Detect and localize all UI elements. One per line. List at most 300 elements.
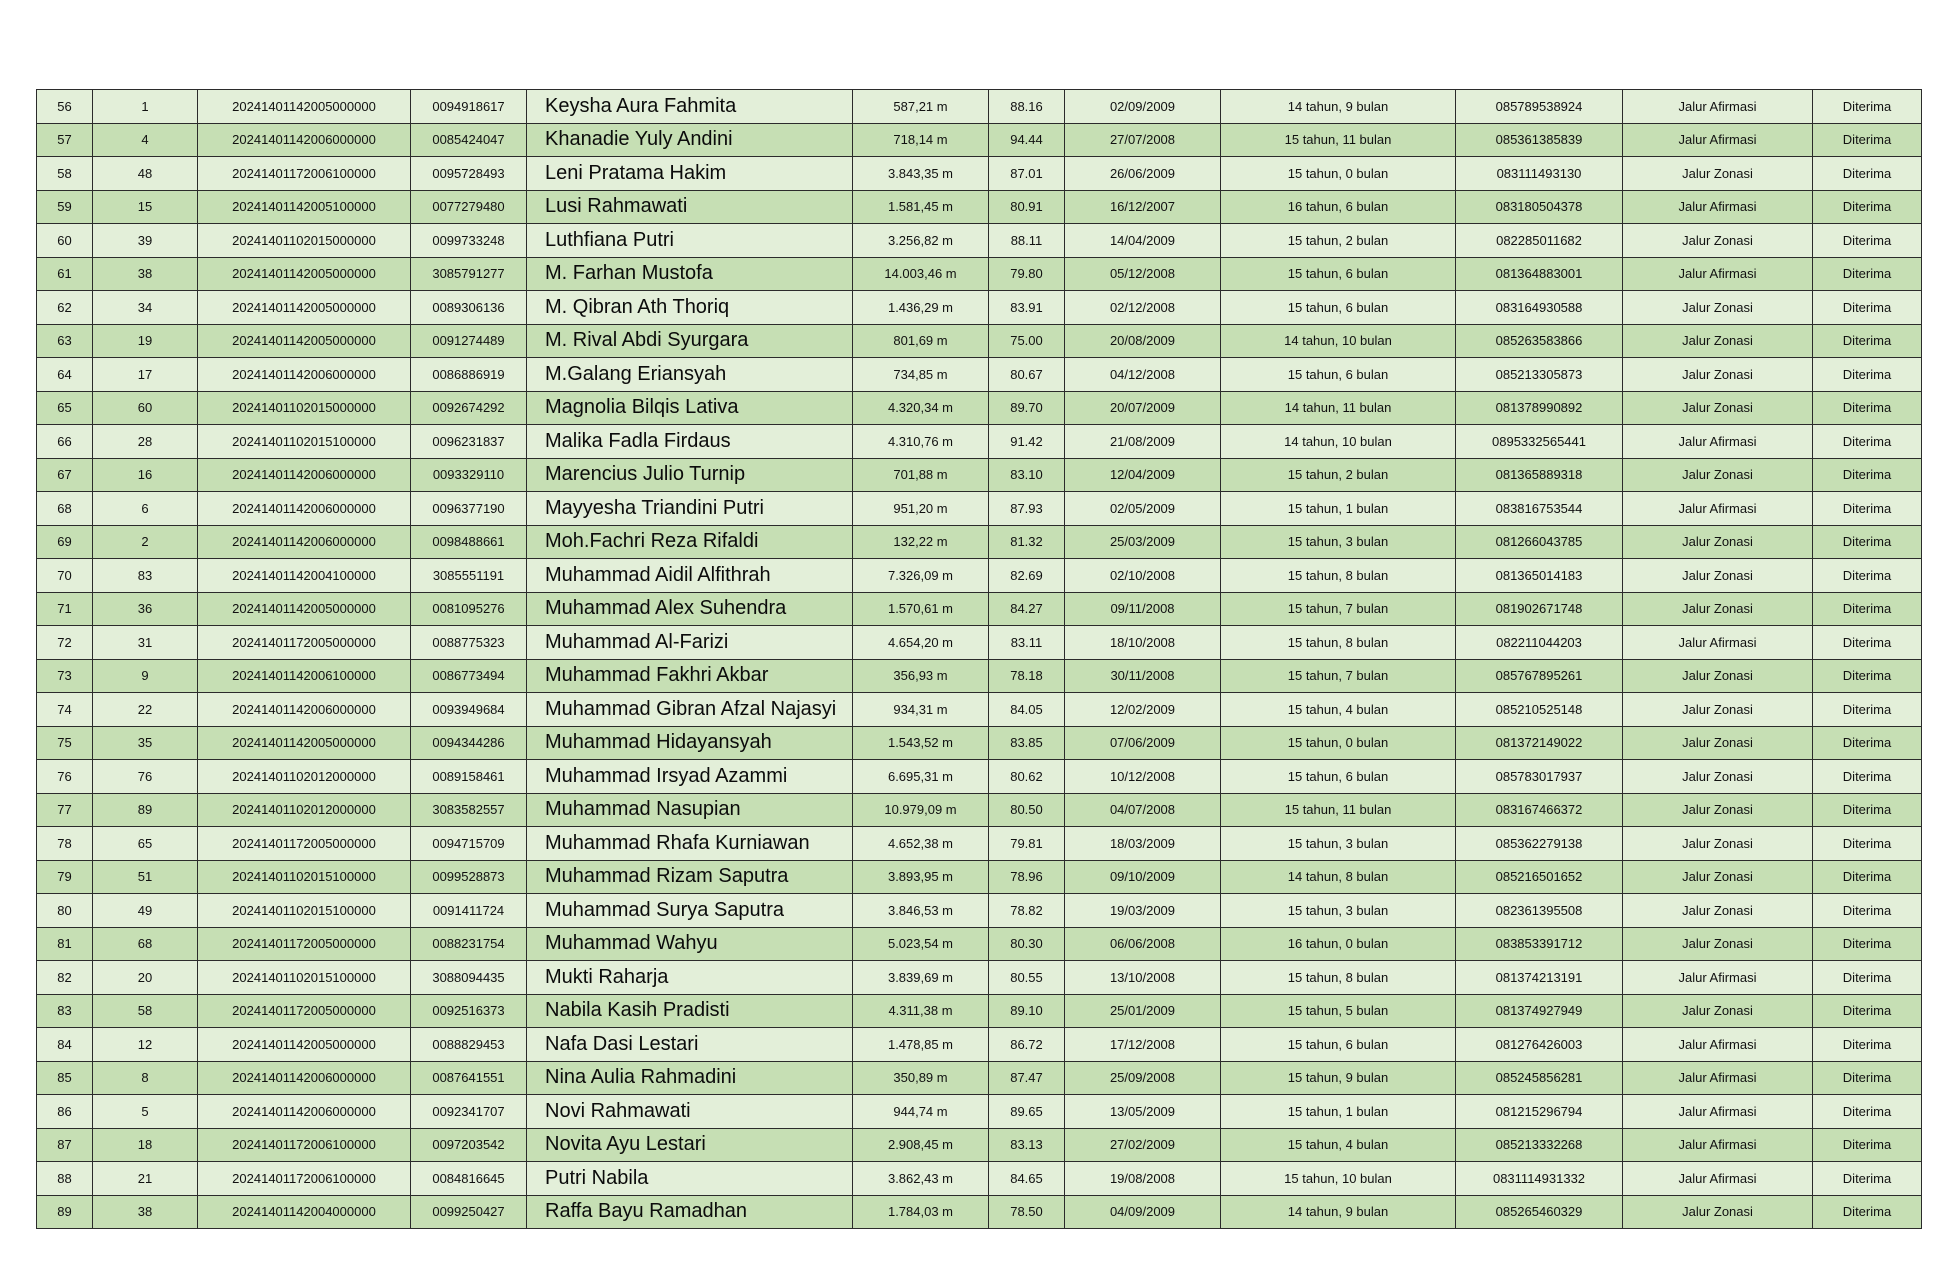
cell-phone: 085362279138 <box>1456 827 1623 861</box>
cell-distance: 5.023,54 m <box>853 927 989 961</box>
table-row <box>37 726 1922 760</box>
cell-birth-date: 13/05/2009 <box>1065 1095 1221 1129</box>
cell-row-number: 66 <box>37 425 93 459</box>
table-row <box>37 190 1922 224</box>
cell-distance: 1.581,45 m <box>853 190 989 224</box>
cell-birth-date: 06/06/2008 <box>1065 927 1221 961</box>
cell-distance: 1.478,85 m <box>853 1028 989 1062</box>
cell-nisn: 3088094435 <box>411 961 527 995</box>
cell-nisn: 0094715709 <box>411 827 527 861</box>
cell-admission-route: Jalur Zonasi <box>1623 927 1813 961</box>
cell-status: Diterima <box>1813 659 1922 693</box>
cell-row-number: 83 <box>37 994 93 1028</box>
cell-row-number: 60 <box>37 224 93 258</box>
cell-score: 80.30 <box>989 927 1065 961</box>
cell-status: Diterima <box>1813 458 1922 492</box>
cell-distance: 7.326,09 m <box>853 559 989 593</box>
cell-admission-route: Jalur Afirmasi <box>1623 1095 1813 1129</box>
cell-score: 82.69 <box>989 559 1065 593</box>
cell-rank: 20 <box>93 961 198 995</box>
cell-phone: 085216501652 <box>1456 860 1623 894</box>
table-row <box>37 793 1922 827</box>
cell-registration-number: 20241401142006000000 <box>198 123 411 157</box>
cell-registration-number: 20241401172005000000 <box>198 827 411 861</box>
cell-birth-date: 20/08/2009 <box>1065 324 1221 358</box>
table-row <box>37 626 1922 660</box>
cell-status: Diterima <box>1813 1028 1922 1062</box>
cell-registration-number: 20241401102015100000 <box>198 894 411 928</box>
cell-nisn: 0088775323 <box>411 626 527 660</box>
cell-row-number: 57 <box>37 123 93 157</box>
cell-student-name: Moh.Fachri Reza Rifaldi <box>527 525 853 559</box>
cell-phone: 082361395508 <box>1456 894 1623 928</box>
cell-status: Diterima <box>1813 927 1922 961</box>
cell-distance: 3.862,43 m <box>853 1162 989 1196</box>
cell-student-name: Raffa Bayu Ramadhan <box>527 1195 853 1229</box>
cell-nisn: 3085551191 <box>411 559 527 593</box>
cell-score: 78.96 <box>989 860 1065 894</box>
cell-phone: 085213332268 <box>1456 1128 1623 1162</box>
cell-score: 88.11 <box>989 224 1065 258</box>
cell-age: 14 tahun, 10 bulan <box>1221 425 1456 459</box>
cell-row-number: 81 <box>37 927 93 961</box>
cell-rank: 48 <box>93 157 198 191</box>
cell-nisn: 0091411724 <box>411 894 527 928</box>
cell-age: 15 tahun, 0 bulan <box>1221 726 1456 760</box>
cell-age: 15 tahun, 5 bulan <box>1221 994 1456 1028</box>
cell-status: Diterima <box>1813 391 1922 425</box>
cell-admission-route: Jalur Zonasi <box>1623 793 1813 827</box>
cell-student-name: Muhammad Rhafa Kurniawan <box>527 827 853 861</box>
cell-nisn: 0091274489 <box>411 324 527 358</box>
cell-rank: 34 <box>93 291 198 325</box>
cell-distance: 4.654,20 m <box>853 626 989 660</box>
cell-admission-route: Jalur Zonasi <box>1623 324 1813 358</box>
admission-results-table <box>36 89 1922 1229</box>
cell-admission-route: Jalur Afirmasi <box>1623 1028 1813 1062</box>
cell-row-number: 78 <box>37 827 93 861</box>
cell-age: 15 tahun, 6 bulan <box>1221 291 1456 325</box>
cell-phone: 085783017937 <box>1456 760 1623 794</box>
cell-nisn: 0086773494 <box>411 659 527 693</box>
cell-admission-route: Jalur Zonasi <box>1623 760 1813 794</box>
cell-phone: 083853391712 <box>1456 927 1623 961</box>
cell-admission-route: Jalur Zonasi <box>1623 860 1813 894</box>
cell-score: 79.80 <box>989 257 1065 291</box>
cell-rank: 60 <box>93 391 198 425</box>
cell-age: 15 tahun, 3 bulan <box>1221 827 1456 861</box>
cell-registration-number: 20241401102015100000 <box>198 425 411 459</box>
cell-student-name: Muhammad Surya Saputra <box>527 894 853 928</box>
cell-age: 15 tahun, 6 bulan <box>1221 358 1456 392</box>
cell-phone: 085265460329 <box>1456 1195 1623 1229</box>
cell-row-number: 58 <box>37 157 93 191</box>
cell-student-name: Muhammad Nasupian <box>527 793 853 827</box>
cell-phone: 085245856281 <box>1456 1061 1623 1095</box>
cell-rank: 51 <box>93 860 198 894</box>
cell-status: Diterima <box>1813 358 1922 392</box>
cell-row-number: 85 <box>37 1061 93 1095</box>
cell-nisn: 3085791277 <box>411 257 527 291</box>
cell-score: 87.01 <box>989 157 1065 191</box>
cell-registration-number: 20241401102015100000 <box>198 860 411 894</box>
cell-admission-route: Jalur Afirmasi <box>1623 626 1813 660</box>
cell-status: Diterima <box>1813 1128 1922 1162</box>
cell-age: 15 tahun, 10 bulan <box>1221 1162 1456 1196</box>
cell-score: 81.32 <box>989 525 1065 559</box>
cell-phone: 081374927949 <box>1456 994 1623 1028</box>
cell-age: 15 tahun, 11 bulan <box>1221 793 1456 827</box>
results-sheet <box>36 89 1921 1229</box>
cell-rank: 83 <box>93 559 198 593</box>
cell-birth-date: 10/12/2008 <box>1065 760 1221 794</box>
cell-nisn: 0087641551 <box>411 1061 527 1095</box>
cell-birth-date: 12/02/2009 <box>1065 693 1221 727</box>
cell-nisn: 0081095276 <box>411 592 527 626</box>
cell-birth-date: 25/03/2009 <box>1065 525 1221 559</box>
cell-age: 15 tahun, 2 bulan <box>1221 458 1456 492</box>
table-row <box>37 358 1922 392</box>
cell-registration-number: 20241401142006000000 <box>198 693 411 727</box>
cell-row-number: 84 <box>37 1028 93 1062</box>
cell-distance: 1.570,61 m <box>853 592 989 626</box>
cell-birth-date: 25/09/2008 <box>1065 1061 1221 1095</box>
cell-row-number: 73 <box>37 659 93 693</box>
cell-row-number: 86 <box>37 1095 93 1129</box>
cell-distance: 10.979,09 m <box>853 793 989 827</box>
table-row <box>37 492 1922 526</box>
cell-rank: 58 <box>93 994 198 1028</box>
cell-rank: 38 <box>93 257 198 291</box>
cell-status: Diterima <box>1813 961 1922 995</box>
cell-score: 91.42 <box>989 425 1065 459</box>
cell-status: Diterima <box>1813 123 1922 157</box>
cell-student-name: Malika Fadla Firdaus <box>527 425 853 459</box>
cell-registration-number: 20241401172006100000 <box>198 1128 411 1162</box>
cell-score: 83.91 <box>989 291 1065 325</box>
cell-score: 87.93 <box>989 492 1065 526</box>
cell-phone: 085210525148 <box>1456 693 1623 727</box>
cell-registration-number: 20241401142005000000 <box>198 257 411 291</box>
cell-score: 83.13 <box>989 1128 1065 1162</box>
table-row <box>37 224 1922 258</box>
cell-score: 84.05 <box>989 693 1065 727</box>
cell-row-number: 70 <box>37 559 93 593</box>
cell-age: 15 tahun, 8 bulan <box>1221 626 1456 660</box>
cell-nisn: 0093949684 <box>411 693 527 727</box>
cell-rank: 49 <box>93 894 198 928</box>
cell-admission-route: Jalur Zonasi <box>1623 157 1813 191</box>
cell-row-number: 79 <box>37 860 93 894</box>
cell-registration-number: 20241401172006100000 <box>198 1162 411 1196</box>
cell-birth-date: 14/04/2009 <box>1065 224 1221 258</box>
cell-age: 15 tahun, 2 bulan <box>1221 224 1456 258</box>
cell-birth-date: 19/08/2008 <box>1065 1162 1221 1196</box>
cell-admission-route: Jalur Zonasi <box>1623 894 1813 928</box>
cell-rank: 6 <box>93 492 198 526</box>
cell-admission-route: Jalur Afirmasi <box>1623 1128 1813 1162</box>
table-row <box>37 1061 1922 1095</box>
cell-rank: 18 <box>93 1128 198 1162</box>
cell-registration-number: 20241401142005000000 <box>198 592 411 626</box>
cell-status: Diterima <box>1813 1061 1922 1095</box>
cell-nisn: 0084816645 <box>411 1162 527 1196</box>
table-row <box>37 324 1922 358</box>
cell-registration-number: 20241401172005000000 <box>198 626 411 660</box>
cell-registration-number: 20241401172006100000 <box>198 157 411 191</box>
cell-registration-number: 20241401142006000000 <box>198 525 411 559</box>
cell-distance: 801,69 m <box>853 324 989 358</box>
cell-status: Diterima <box>1813 559 1922 593</box>
cell-status: Diterima <box>1813 525 1922 559</box>
cell-score: 80.62 <box>989 760 1065 794</box>
table-row <box>37 1128 1922 1162</box>
cell-admission-route: Jalur Zonasi <box>1623 827 1813 861</box>
cell-student-name: Magnolia Bilqis Lativa <box>527 391 853 425</box>
cell-student-name: M. Qibran Ath Thoriq <box>527 291 853 325</box>
cell-rank: 68 <box>93 927 198 961</box>
cell-admission-route: Jalur Zonasi <box>1623 693 1813 727</box>
cell-admission-route: Jalur Afirmasi <box>1623 1162 1813 1196</box>
cell-age: 15 tahun, 1 bulan <box>1221 492 1456 526</box>
cell-registration-number: 20241401102015000000 <box>198 391 411 425</box>
cell-score: 83.85 <box>989 726 1065 760</box>
cell-phone: 083816753544 <box>1456 492 1623 526</box>
cell-age: 15 tahun, 6 bulan <box>1221 760 1456 794</box>
table-row <box>37 123 1922 157</box>
cell-phone: 083111493130 <box>1456 157 1623 191</box>
cell-rank: 19 <box>93 324 198 358</box>
cell-distance: 734,85 m <box>853 358 989 392</box>
cell-age: 15 tahun, 6 bulan <box>1221 257 1456 291</box>
cell-phone: 0831114931332 <box>1456 1162 1623 1196</box>
cell-birth-date: 12/04/2009 <box>1065 458 1221 492</box>
cell-admission-route: Jalur Afirmasi <box>1623 257 1813 291</box>
cell-score: 84.27 <box>989 592 1065 626</box>
cell-student-name: Muhammad Alex Suhendra <box>527 592 853 626</box>
cell-row-number: 69 <box>37 525 93 559</box>
cell-student-name: Novita Ayu Lestari <box>527 1128 853 1162</box>
cell-birth-date: 18/03/2009 <box>1065 827 1221 861</box>
cell-admission-route: Jalur Zonasi <box>1623 458 1813 492</box>
table-row <box>37 927 1922 961</box>
cell-admission-route: Jalur Zonasi <box>1623 525 1813 559</box>
cell-age: 15 tahun, 4 bulan <box>1221 1128 1456 1162</box>
cell-phone: 081902671748 <box>1456 592 1623 626</box>
cell-score: 83.11 <box>989 626 1065 660</box>
table-body <box>37 90 1922 1229</box>
cell-nisn: 0093329110 <box>411 458 527 492</box>
cell-nisn: 0094344286 <box>411 726 527 760</box>
cell-registration-number: 20241401172005000000 <box>198 927 411 961</box>
cell-phone: 081266043785 <box>1456 525 1623 559</box>
cell-nisn: 0094918617 <box>411 90 527 124</box>
cell-score: 78.82 <box>989 894 1065 928</box>
cell-admission-route: Jalur Zonasi <box>1623 291 1813 325</box>
cell-student-name: Mukti Raharja <box>527 961 853 995</box>
cell-score: 80.50 <box>989 793 1065 827</box>
cell-row-number: 87 <box>37 1128 93 1162</box>
cell-row-number: 80 <box>37 894 93 928</box>
cell-distance: 4.310,76 m <box>853 425 989 459</box>
cell-admission-route: Jalur Zonasi <box>1623 559 1813 593</box>
cell-student-name: Nabila Kasih Pradisti <box>527 994 853 1028</box>
cell-birth-date: 17/12/2008 <box>1065 1028 1221 1062</box>
cell-registration-number: 20241401142006000000 <box>198 492 411 526</box>
cell-phone: 085767895261 <box>1456 659 1623 693</box>
cell-birth-date: 09/11/2008 <box>1065 592 1221 626</box>
table-row <box>37 860 1922 894</box>
cell-nisn: 0092674292 <box>411 391 527 425</box>
cell-score: 89.70 <box>989 391 1065 425</box>
cell-distance: 1.784,03 m <box>853 1195 989 1229</box>
cell-age: 15 tahun, 4 bulan <box>1221 693 1456 727</box>
cell-distance: 2.908,45 m <box>853 1128 989 1162</box>
cell-admission-route: Jalur Afirmasi <box>1623 961 1813 995</box>
cell-student-name: Nina Aulia Rahmadini <box>527 1061 853 1095</box>
cell-distance: 3.846,53 m <box>853 894 989 928</box>
cell-nisn: 0077279480 <box>411 190 527 224</box>
cell-nisn: 0099733248 <box>411 224 527 258</box>
cell-nisn: 0098488661 <box>411 525 527 559</box>
cell-rank: 35 <box>93 726 198 760</box>
cell-student-name: M.Galang Eriansyah <box>527 358 853 392</box>
cell-status: Diterima <box>1813 190 1922 224</box>
cell-registration-number: 20241401102015000000 <box>198 224 411 258</box>
cell-nisn: 0089306136 <box>411 291 527 325</box>
cell-status: Diterima <box>1813 693 1922 727</box>
cell-registration-number: 20241401142005000000 <box>198 1028 411 1062</box>
cell-row-number: 77 <box>37 793 93 827</box>
cell-phone: 081365889318 <box>1456 458 1623 492</box>
cell-birth-date: 21/08/2009 <box>1065 425 1221 459</box>
cell-score: 89.65 <box>989 1095 1065 1129</box>
cell-row-number: 71 <box>37 592 93 626</box>
cell-birth-date: 07/06/2009 <box>1065 726 1221 760</box>
cell-distance: 3.839,69 m <box>853 961 989 995</box>
cell-phone: 081276426003 <box>1456 1028 1623 1062</box>
cell-row-number: 63 <box>37 324 93 358</box>
cell-score: 84.65 <box>989 1162 1065 1196</box>
cell-rank: 38 <box>93 1195 198 1229</box>
cell-rank: 5 <box>93 1095 198 1129</box>
cell-birth-date: 02/05/2009 <box>1065 492 1221 526</box>
table-row <box>37 157 1922 191</box>
cell-status: Diterima <box>1813 793 1922 827</box>
cell-student-name: Muhammad Al-Farizi <box>527 626 853 660</box>
cell-status: Diterima <box>1813 224 1922 258</box>
cell-phone: 085213305873 <box>1456 358 1623 392</box>
cell-rank: 2 <box>93 525 198 559</box>
cell-distance: 587,21 m <box>853 90 989 124</box>
cell-row-number: 64 <box>37 358 93 392</box>
cell-age: 15 tahun, 0 bulan <box>1221 157 1456 191</box>
cell-row-number: 56 <box>37 90 93 124</box>
cell-distance: 6.695,31 m <box>853 760 989 794</box>
cell-status: Diterima <box>1813 425 1922 459</box>
cell-status: Diterima <box>1813 626 1922 660</box>
cell-student-name: Muhammad Hidayansyah <box>527 726 853 760</box>
cell-status: Diterima <box>1813 827 1922 861</box>
cell-score: 88.16 <box>989 90 1065 124</box>
cell-distance: 350,89 m <box>853 1061 989 1095</box>
cell-rank: 9 <box>93 659 198 693</box>
cell-score: 83.10 <box>989 458 1065 492</box>
table-row <box>37 1028 1922 1062</box>
cell-distance: 701,88 m <box>853 458 989 492</box>
cell-student-name: Khanadie Yuly Andini <box>527 123 853 157</box>
cell-age: 15 tahun, 9 bulan <box>1221 1061 1456 1095</box>
table-row <box>37 994 1922 1028</box>
cell-birth-date: 09/10/2009 <box>1065 860 1221 894</box>
cell-status: Diterima <box>1813 324 1922 358</box>
cell-nisn: 0096231837 <box>411 425 527 459</box>
cell-rank: 76 <box>93 760 198 794</box>
table-row <box>37 894 1922 928</box>
cell-registration-number: 20241401142005000000 <box>198 291 411 325</box>
cell-student-name: Novi Rahmawati <box>527 1095 853 1129</box>
cell-age: 14 tahun, 10 bulan <box>1221 324 1456 358</box>
cell-distance: 356,93 m <box>853 659 989 693</box>
cell-student-name: Marencius Julio Turnip <box>527 458 853 492</box>
cell-student-name: Muhammad Irsyad Azammi <box>527 760 853 794</box>
cell-student-name: Luthfiana Putri <box>527 224 853 258</box>
table-row <box>37 525 1922 559</box>
table-row <box>37 592 1922 626</box>
cell-birth-date: 27/02/2009 <box>1065 1128 1221 1162</box>
cell-phone: 081374213191 <box>1456 961 1623 995</box>
cell-rank: 16 <box>93 458 198 492</box>
cell-rank: 22 <box>93 693 198 727</box>
cell-status: Diterima <box>1813 1095 1922 1129</box>
cell-nisn: 0095728493 <box>411 157 527 191</box>
cell-birth-date: 04/09/2009 <box>1065 1195 1221 1229</box>
cell-nisn: 3083582557 <box>411 793 527 827</box>
cell-admission-route: Jalur Zonasi <box>1623 994 1813 1028</box>
cell-registration-number: 20241401142006100000 <box>198 659 411 693</box>
table-row <box>37 1095 1922 1129</box>
cell-phone: 085361385839 <box>1456 123 1623 157</box>
cell-admission-route: Jalur Afirmasi <box>1623 123 1813 157</box>
cell-row-number: 89 <box>37 1195 93 1229</box>
cell-row-number: 59 <box>37 190 93 224</box>
cell-distance: 3.843,35 m <box>853 157 989 191</box>
cell-phone: 0895332565441 <box>1456 425 1623 459</box>
cell-row-number: 74 <box>37 693 93 727</box>
cell-age: 15 tahun, 8 bulan <box>1221 559 1456 593</box>
cell-registration-number: 20241401142005000000 <box>198 726 411 760</box>
cell-birth-date: 20/07/2009 <box>1065 391 1221 425</box>
cell-row-number: 67 <box>37 458 93 492</box>
cell-status: Diterima <box>1813 257 1922 291</box>
cell-score: 89.10 <box>989 994 1065 1028</box>
cell-age: 15 tahun, 3 bulan <box>1221 525 1456 559</box>
cell-distance: 1.543,52 m <box>853 726 989 760</box>
cell-phone: 081378990892 <box>1456 391 1623 425</box>
table-row <box>37 90 1922 124</box>
cell-rank: 1 <box>93 90 198 124</box>
cell-admission-route: Jalur Zonasi <box>1623 224 1813 258</box>
cell-admission-route: Jalur Zonasi <box>1623 726 1813 760</box>
cell-registration-number: 20241401142006000000 <box>198 1095 411 1129</box>
cell-phone: 082211044203 <box>1456 626 1623 660</box>
cell-registration-number: 20241401102012000000 <box>198 793 411 827</box>
cell-student-name: Keysha Aura Fahmita <box>527 90 853 124</box>
cell-student-name: Putri Nabila <box>527 1162 853 1196</box>
cell-phone: 082285011682 <box>1456 224 1623 258</box>
cell-nisn: 0099250427 <box>411 1195 527 1229</box>
cell-age: 15 tahun, 1 bulan <box>1221 1095 1456 1129</box>
